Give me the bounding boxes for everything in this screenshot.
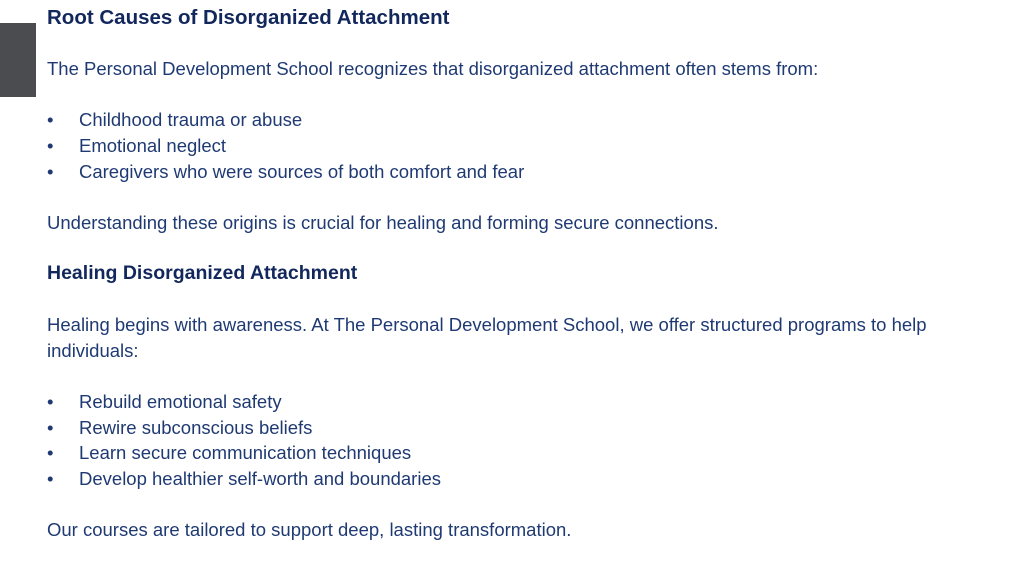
spacer	[47, 235, 997, 261]
list-item-text: Develop healthier self-worth and boundaries	[79, 467, 441, 489]
spacer	[47, 31, 997, 57]
section2-conclusion: Our courses are tailored to support deep, lasting transformation.	[47, 518, 572, 540]
spacer	[47, 287, 997, 313]
side-tab-marker	[0, 23, 36, 97]
bullet-icon: •	[47, 109, 54, 131]
bullet-icon: •	[47, 416, 54, 438]
list-item	[47, 107, 997, 133]
list-item	[47, 159, 997, 185]
list-item	[47, 440, 997, 466]
section2-bullet-list	[47, 389, 997, 491]
list-item-text: Rebuild emotional safety	[79, 390, 282, 412]
section2-heading: Healing Disorganized Attachment	[47, 261, 358, 284]
bullet-icon: •	[47, 442, 54, 464]
list-item	[47, 466, 997, 492]
list-item	[47, 389, 997, 415]
spacer	[47, 491, 997, 517]
spacer	[47, 184, 997, 210]
list-item-text: Emotional neglect	[79, 134, 227, 156]
section2-intro: Healing begins with awareness. At The Personal Development School, we offer structured programs to help individuals:	[47, 314, 927, 361]
list-item	[47, 133, 997, 159]
spacer	[47, 82, 997, 108]
section1-heading: Root Causes of Disorganized Attachment	[47, 6, 450, 29]
document-body	[47, 5, 997, 542]
list-item-text: Childhood trauma or abuse	[79, 109, 303, 131]
spacer	[47, 363, 997, 389]
list-item-text: Learn secure communication techniques	[79, 442, 412, 464]
list-item-text: Rewire subconscious beliefs	[79, 416, 313, 438]
bullet-icon: •	[47, 390, 54, 412]
list-item	[47, 415, 997, 441]
section1-intro: The Personal Development School recognizes that disorganized attachment often stems from:	[47, 58, 819, 80]
section1-conclusion: Understanding these origins is crucial for healing and forming secure connections.	[47, 211, 719, 233]
bullet-icon: •	[47, 160, 54, 182]
bullet-icon: •	[47, 467, 54, 489]
section1-bullet-list	[47, 107, 997, 184]
bullet-icon: •	[47, 134, 54, 156]
list-item-text: Caregivers who were sources of both comfort and fear	[79, 160, 525, 182]
